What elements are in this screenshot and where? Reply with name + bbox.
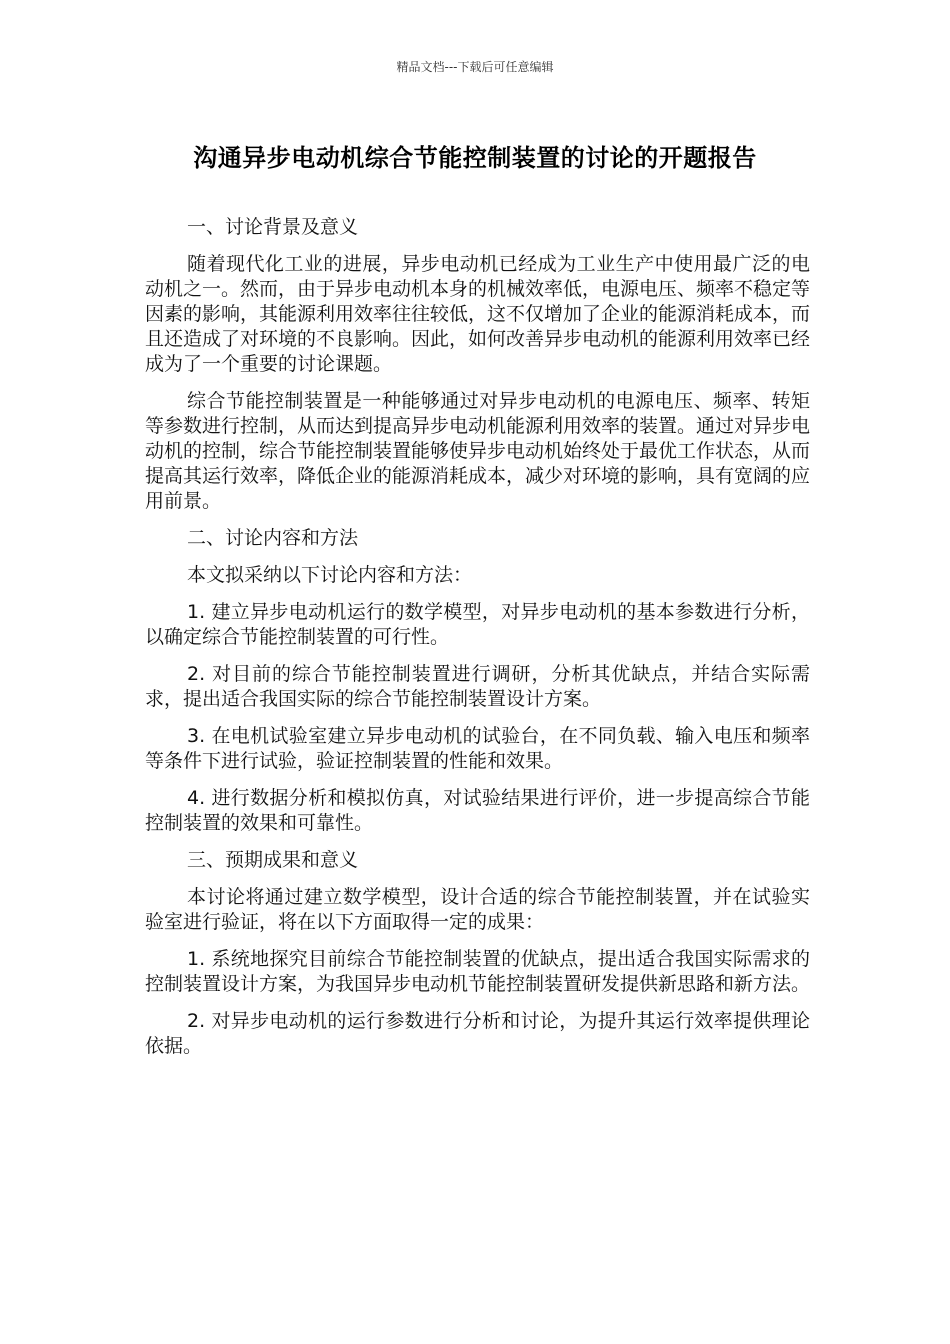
document-body — [145, 215, 810, 1071]
paragraph-results-intro: 本讨论将通过建立数学模型，设计合适的综合节能控制装置，并在试验实验室进行验证，将在以下方面取得一定的成果： — [145, 886, 810, 933]
list-item-method-4: 4. 进行数据分析和模拟仿真，对试验结果进行评价，进一步提高综合节能控制装置的效果和可靠性。 — [145, 787, 810, 834]
document-title: 沟通异步电动机综合节能控制装置的讨论的开题报告 — [193, 144, 757, 172]
section-heading-expected-results: 三、预期成果和意义 — [187, 849, 359, 871]
paragraph-background-1: 随着现代化工业的进展，异步电动机已经成为工业生产中使用最广泛的电动机之一。然而，由于异步电动机本身的机械效率低，电源电压、频率不稳定等因素的影响，其能源利用效率往往较低，这不仅增加了企业的能源消耗成本，而且还造成了对环境的不良影响。因此，如何改善异步电动机的能源利用效率已经成为了一个重要的讨论课题。 — [145, 253, 811, 375]
list-item-result-2: 2. 对异步电动机的运行参数进行分析和讨论，为提升其运行效率提供理论依据。 — [145, 1010, 810, 1057]
list-item-method-1: 1. 建立异步电动机运行的数学模型，对异步电动机的基本参数进行分析，以确定综合节能控制装置的可行性。 — [145, 601, 810, 648]
list-item-method-2: 2. 对目前的综合节能控制装置进行调研，分析其优缺点，并结合实际需求，提出适合我国实际的综合节能控制装置设计方案。 — [145, 663, 810, 710]
paragraph-methods-intro: 本文拟采纳以下讨论内容和方法： — [187, 564, 473, 586]
paragraph-background-2: 综合节能控制装置是一种能够通过对异步电动机的电源电压、频率、转矩等参数进行控制，从而达到提高异步电动机能源利用效率的装置。通过对异步电动机的控制，综合节能控制装置能够使异步电动机始终处于最优工作状态，从而提高其运行效率，降低企业的能源消耗成本，减少对环境的影响，具有宽阔的应用前景。 — [145, 390, 811, 512]
header-note: 精品文档---下载后可任意编辑 — [396, 60, 554, 74]
list-item-method-3: 3. 在电机试验室建立异步电动机的试验台，在不同负载、输入电压和频率等条件下进行试验，验证控制装置的性能和效果。 — [145, 725, 810, 772]
section-heading-content-methods: 二、讨论内容和方法 — [187, 527, 359, 549]
section-heading-background: 一、讨论背景及意义 — [187, 216, 359, 238]
list-item-result-1: 1. 系统地探究目前综合节能控制装置的优缺点，提出适合我国实际需求的控制装置设计方案，为我国异步电动机节能控制装置研发提供新思路和新方法。 — [145, 948, 811, 995]
